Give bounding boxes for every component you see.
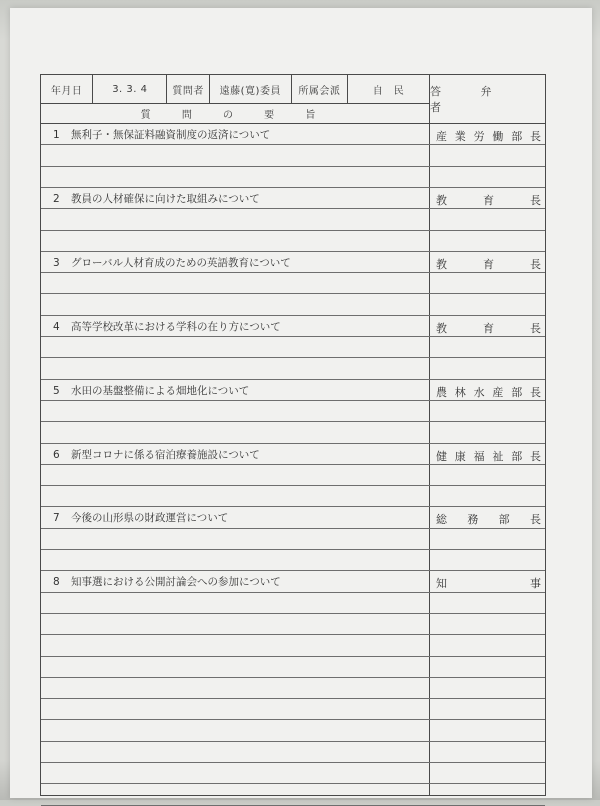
- question-number: 1: [53, 129, 60, 141]
- summary-header: 質 問 の 要 旨: [41, 103, 429, 124]
- ruled-line: [41, 528, 545, 529]
- date-value: 3. 3. 4: [93, 75, 167, 103]
- ruled-line: [41, 187, 545, 188]
- questioner-value: 遠藤(寛)委員: [210, 75, 292, 103]
- question-item: [53, 319, 281, 334]
- ruled-line: [41, 230, 545, 231]
- question-form-table: [40, 74, 546, 796]
- question-item: [53, 255, 291, 270]
- answerer-name: 教 育 長: [436, 257, 541, 271]
- ruled-line: [41, 357, 545, 358]
- ruled-line: [41, 570, 545, 571]
- question-text: 無利子・無保証料融資制度の返済について: [71, 129, 271, 141]
- question-number: 7: [53, 512, 60, 525]
- answerer-name: 産 業 労 働 部 長: [436, 130, 541, 143]
- ruled-line: [41, 208, 545, 209]
- ruled-line: [41, 379, 545, 380]
- question-text: グローバル人材育成のための英語教育について: [71, 256, 291, 269]
- question-number: 3: [53, 256, 60, 269]
- faction-value: 自 民: [372, 85, 405, 97]
- question-text: 水田の基盤整備による畑地化について: [71, 384, 250, 397]
- ruled-line: [41, 315, 545, 316]
- ruled-line: [41, 741, 545, 742]
- question-text: 高等学校改革における学科の在り方について: [71, 320, 281, 333]
- ruled-line: [41, 144, 545, 145]
- question-text: 教員の人材確保に向けた取組みについて: [71, 192, 260, 205]
- question-item: [53, 383, 249, 398]
- ruled-line: [41, 251, 545, 252]
- ruled-line: [41, 592, 545, 593]
- answerer-name: 教 育 長: [436, 193, 541, 207]
- ruled-line: [41, 400, 545, 401]
- question-text: 新型コロナに係る宿泊療養施設について: [71, 448, 260, 461]
- ruled-line: [41, 698, 545, 699]
- answerer-name: 健 康 福 祉 部 長: [436, 449, 541, 463]
- question-number: 4: [53, 320, 60, 333]
- ruled-line: [41, 272, 545, 273]
- header-info-row: [41, 75, 429, 104]
- ruled-line: [41, 549, 545, 550]
- ruled-line: [41, 634, 545, 635]
- question-item: [53, 191, 260, 206]
- question-list: [41, 123, 545, 795]
- ruled-line: [41, 166, 545, 167]
- ruled-line: [41, 719, 545, 720]
- ruled-line: [41, 464, 545, 465]
- answerer-header: 答 弁 者: [430, 75, 545, 124]
- question-text: 今後の山形県の財政運営について: [71, 512, 229, 525]
- ruled-line: [41, 485, 545, 486]
- questioner-label: 質問者: [167, 75, 209, 103]
- ruled-line: [41, 762, 545, 763]
- answerer-name: 知 事: [436, 577, 541, 591]
- question-number: 5: [53, 384, 60, 397]
- question-item: [53, 447, 260, 462]
- question-number: 8: [53, 576, 60, 589]
- paper-sheet: [10, 8, 592, 798]
- ruled-line: [41, 506, 545, 507]
- ruled-line: [41, 613, 545, 614]
- ruled-line: [41, 421, 545, 422]
- question-text: 知事選における公開討論会への参加について: [71, 576, 281, 589]
- question-number: 2: [53, 192, 60, 205]
- ruled-line: [41, 805, 545, 806]
- ruled-line: [41, 656, 545, 657]
- ruled-line: [41, 336, 545, 337]
- ruled-line: [41, 783, 545, 784]
- ruled-line: [41, 677, 545, 678]
- faction-label: 所属会派: [292, 75, 348, 103]
- question-item: [53, 127, 270, 142]
- ruled-line: [41, 443, 545, 444]
- question-item: [53, 574, 281, 589]
- answerer-name: 総 務 部 長: [436, 513, 541, 527]
- answerer-name: 教 育 長: [436, 321, 541, 335]
- ruled-line: [41, 293, 545, 294]
- date-label: 年月日: [41, 75, 93, 103]
- answerer-name: 農 林 水 産 部 長: [436, 385, 541, 399]
- question-item: [53, 510, 228, 525]
- question-number: 6: [53, 448, 60, 461]
